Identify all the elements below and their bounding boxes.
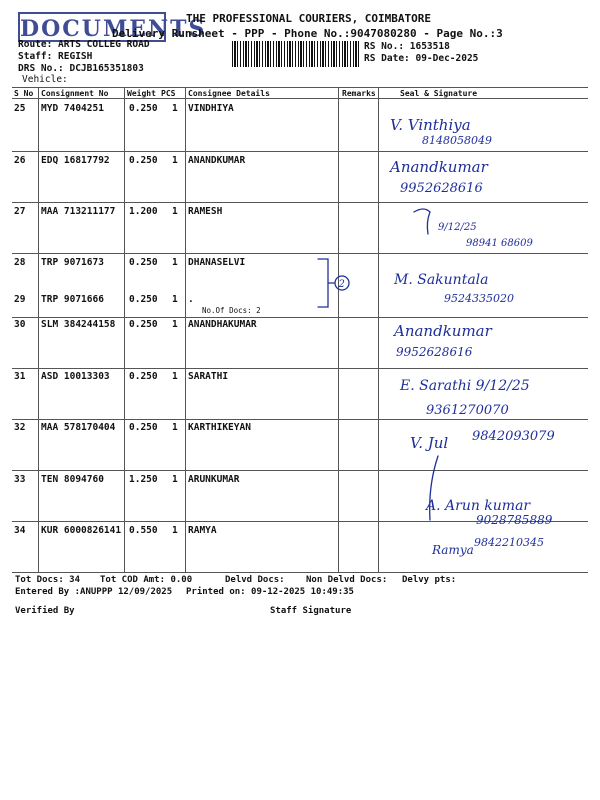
row-weight: 1.250 xyxy=(129,474,158,485)
printed-on: Printed on: 09-12-2025 10:49:35 xyxy=(186,587,354,597)
row-sno: 34 xyxy=(14,525,26,536)
row-pcs: 1 xyxy=(172,474,178,485)
row-sno: 28 xyxy=(14,257,26,268)
row-sno: 32 xyxy=(14,422,26,433)
row-weight: 0.250 xyxy=(129,422,158,433)
signature-row-26 xyxy=(386,150,586,200)
group-count: 2 xyxy=(338,279,345,290)
col-weight: Weight xyxy=(127,89,156,98)
row-pcs: 1 xyxy=(172,319,178,330)
row-sno: 26 xyxy=(14,155,26,166)
row-consignee: KARTHIKEYAN xyxy=(188,422,251,433)
staff-label: Staff: REGISH xyxy=(18,51,93,62)
row-consignee: ANANDKUMAR xyxy=(188,155,246,166)
svg-text:Anandkumar: Anandkumar xyxy=(390,158,488,176)
svg-text:98941 68609: 98941 68609 xyxy=(466,238,533,249)
row-consignee: RAMESH xyxy=(188,206,223,217)
svg-text:9361270070: 9361270070 xyxy=(426,403,509,418)
svg-text:V. Jul: V. Jul xyxy=(410,434,449,452)
row-weight: 0.250 xyxy=(129,155,158,166)
svg-text:9/12/25: 9/12/25 xyxy=(438,222,477,233)
row-consignment: EDQ 16817792 xyxy=(41,155,110,166)
delivered-docs: Delvd Docs: xyxy=(225,575,285,585)
row-consignment: ASD 10013303 xyxy=(41,371,110,382)
svg-text:9524335020: 9524335020 xyxy=(444,292,514,305)
row-consignment: MAA 578170404 xyxy=(41,422,116,433)
col-sno: S No xyxy=(14,89,34,98)
row-sno: 30 xyxy=(14,319,26,330)
svg-text:Anandkumar: Anandkumar xyxy=(394,322,492,340)
staff-signature: Staff Signature xyxy=(270,606,352,616)
row-pcs: 1 xyxy=(172,103,178,114)
non-delivered-docs: Non Delvd Docs: xyxy=(306,575,388,585)
row-pcs: 1 xyxy=(172,525,178,536)
total-cod-amount: Tot COD Amt: 0.00 xyxy=(100,575,193,585)
signature-row-27 xyxy=(410,200,590,260)
company-name: THE PROFESSIONAL COURIERS, COIMBATORE xyxy=(186,12,432,25)
row-weight: 1.200 xyxy=(129,206,158,217)
row-pcs: 1 xyxy=(172,155,178,166)
row-consignment: MAA 713211177 xyxy=(41,206,116,217)
entered-by: Entered By :ANUPPP 12/09/2025 xyxy=(15,587,173,597)
svg-text:9952628616: 9952628616 xyxy=(396,345,473,359)
row-sno: 25 xyxy=(14,103,26,114)
row-pcs: 1 xyxy=(172,371,178,382)
row-consignee: DHANASELVI xyxy=(188,257,246,268)
row-weight: 0.550 xyxy=(129,525,158,536)
svg-text:V. Vinthiya: V. Vinthiya xyxy=(390,116,471,134)
no-of-docs: No.Of Docs: 2 xyxy=(202,306,261,315)
row-consignee: . xyxy=(188,294,194,305)
signature-row-28 xyxy=(390,262,590,312)
total-docs: Tot Docs: 34 xyxy=(15,575,81,585)
signature-row-34 xyxy=(430,516,590,572)
col-remarks: Remarks xyxy=(342,89,376,98)
runsheet-title: Delivery Runsheet - PPP - Phone No.:9047080280 - Page No.:3 xyxy=(112,27,503,40)
rs-number: RS No.: 1653518 xyxy=(364,41,450,52)
row-sno: 31 xyxy=(14,371,26,382)
row-consignment: TRP 9071666 xyxy=(41,294,104,305)
row-weight: 0.250 xyxy=(129,371,158,382)
svg-text:E. Sarathi 9/12/25: E. Sarathi 9/12/25 xyxy=(400,378,530,394)
svg-text:9952628616: 9952628616 xyxy=(400,181,483,196)
barcode xyxy=(232,41,360,67)
row-consignment: MYD 7404251 xyxy=(41,103,104,114)
row-pcs: 1 xyxy=(172,257,178,268)
row-sno: 29 xyxy=(14,294,26,305)
col-consignee: Consignee Details xyxy=(188,89,270,98)
row-pcs: 1 xyxy=(172,294,178,305)
row-consignment: TRP 9071673 xyxy=(41,257,104,268)
row-consignment: SLM 384244158 xyxy=(41,319,116,330)
svg-text:Ramya: Ramya xyxy=(432,543,474,557)
vehicle-label: Vehicle: xyxy=(22,74,68,85)
svg-text:A. Arun kumar: A. Arun kumar xyxy=(426,498,531,514)
route-label: Route: ARTS COLLEG ROAD xyxy=(18,39,150,50)
signature-row-25 xyxy=(386,98,586,148)
row-pcs: 1 xyxy=(172,206,178,217)
row-consignee: ARUNKUMAR xyxy=(188,474,240,485)
svg-text:8148058049: 8148058049 xyxy=(422,134,492,147)
documents-stamp: DOCUMENTS xyxy=(18,12,166,42)
row-sno: 33 xyxy=(14,474,26,485)
row-weight: 0.250 xyxy=(129,257,158,268)
row-consignee: RAMYA xyxy=(188,525,217,536)
row-consignment: TEN 8094760 xyxy=(41,474,104,485)
drs-number: DRS No.: DCJB165351803 xyxy=(18,63,144,74)
svg-text:M. Sakuntala: M. Sakuntala xyxy=(394,272,489,288)
svg-text:9842210345: 9842210345 xyxy=(474,536,544,549)
col-pcs: PCS xyxy=(161,89,176,98)
row-sno: 27 xyxy=(14,206,26,217)
signature-row-30 xyxy=(390,312,590,362)
svg-text:9842093079: 9842093079 xyxy=(472,429,555,444)
row-consignee: VINDHIYA xyxy=(188,103,234,114)
row-weight: 0.250 xyxy=(129,294,158,305)
rs-date: RS Date: 09-Dec-2025 xyxy=(364,53,479,64)
row-consignee: SARATHI xyxy=(188,371,229,382)
row-weight: 0.250 xyxy=(129,103,158,114)
svg-text:9028785889: 9028785889 xyxy=(476,513,553,527)
group-bracket xyxy=(312,255,362,315)
row-consignee: ANANDHAKUMAR xyxy=(188,319,257,330)
row-consignment: KUR 6000826141 xyxy=(41,525,122,536)
row-weight: 0.250 xyxy=(129,319,158,330)
verified-by: Verified By xyxy=(15,606,75,616)
col-consignment: Consignment No xyxy=(41,89,109,98)
delivery-points: Delvy pts: xyxy=(402,575,457,585)
table-border-top xyxy=(12,87,588,88)
row-pcs: 1 xyxy=(172,422,178,433)
col-seal: Seal & Signature xyxy=(400,89,478,98)
signature-row-31 xyxy=(396,366,596,422)
